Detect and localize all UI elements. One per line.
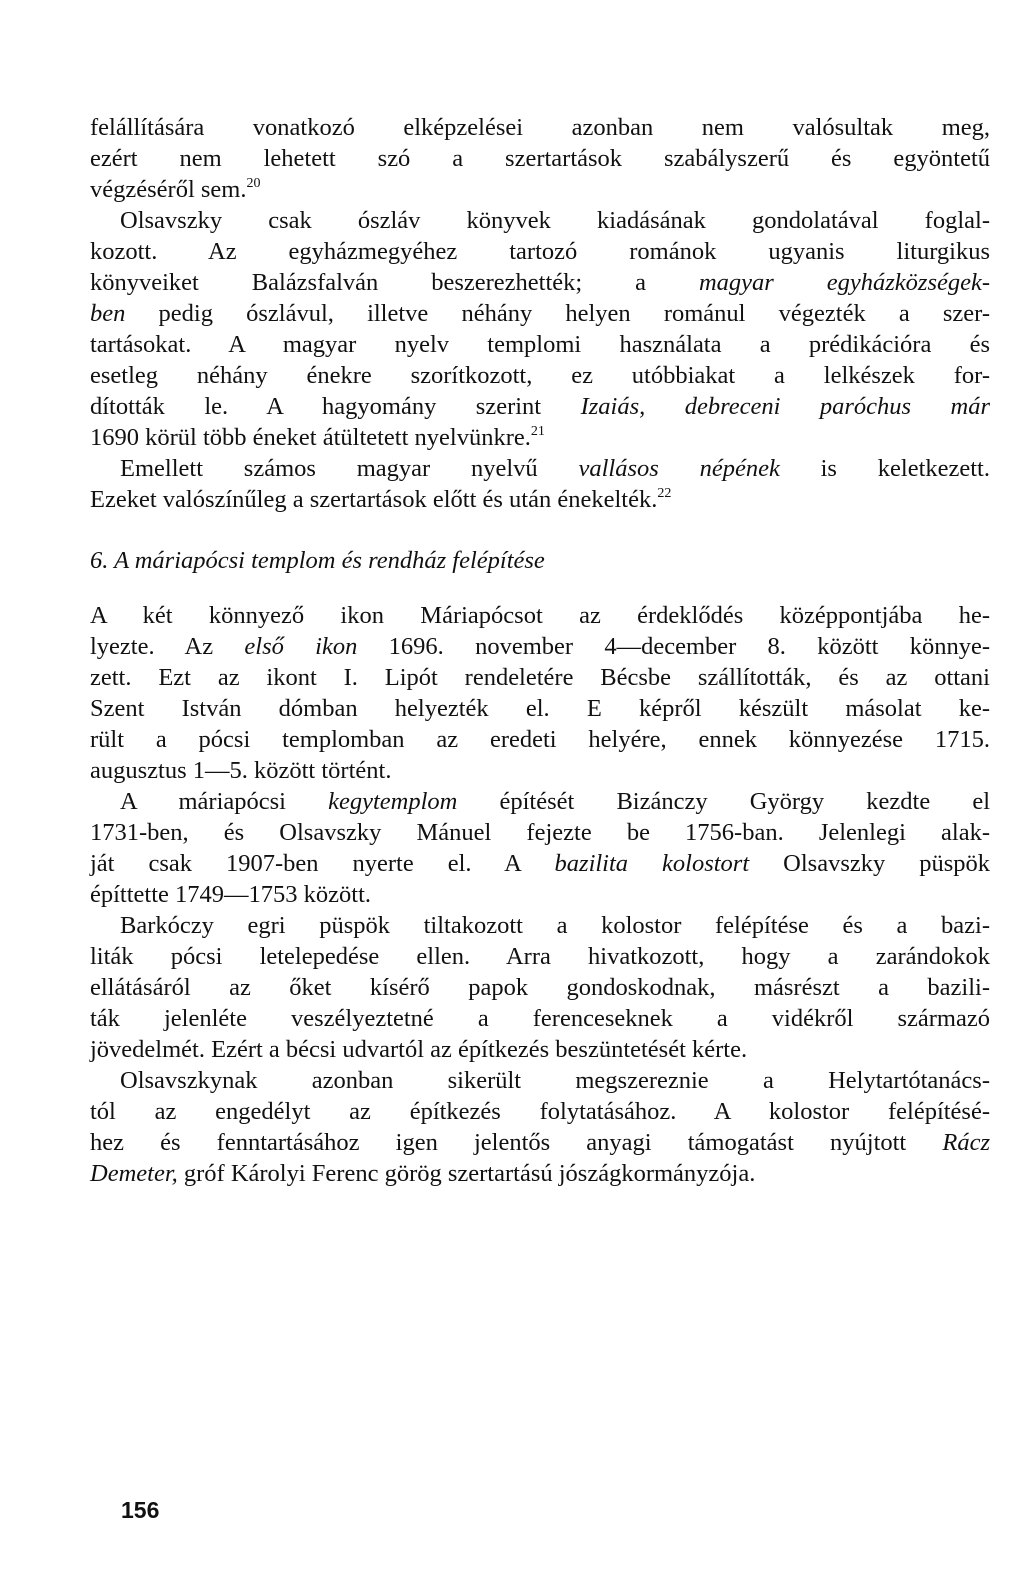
text-span: is keletkezett. [820, 455, 990, 482]
text-line: esetleg néhány énekre szorítkozott, ez utóbbiakat a lelkészek for- [90, 362, 990, 389]
section-heading [90, 545, 990, 576]
italic-span: vallásos népének [578, 455, 780, 482]
italic-span: már [950, 393, 991, 420]
text-line: ezért nem lehetett szó a szertartások szabályszerű és egyöntetű [90, 145, 990, 172]
text-line: tartásokat. A magyar nyelv templomi használata a prédikációra és [90, 331, 990, 358]
text-line [90, 422, 990, 453]
italic-span: Izaiás, debreceni paróchus [580, 393, 912, 420]
text-span: hez és fenntartásához igen jelentős anyagi támogatást nyújtott [90, 1129, 907, 1156]
text-line: 1731-ben, és Olsavszky Mánuel fejezte be 1756-ban. Jelenlegi alak- [90, 819, 990, 846]
italic-span: ben [90, 300, 126, 327]
paragraph-3 [90, 453, 990, 515]
text-line: A két könnyező ikon Máriapócsot az érdeklődés középpontjába he- [90, 602, 990, 629]
footnote-ref-21: 21 [530, 424, 545, 439]
text-line [90, 391, 990, 422]
text-span: ját csak 1907-ben nyerte el. A [90, 850, 521, 877]
text-line [90, 174, 990, 205]
text-span: 1690 körül több éneket átültetett nyelvünkre. [90, 424, 531, 451]
text-span: lyezte. Az [90, 633, 214, 660]
page-number: 156 [121, 1497, 160, 1523]
italic-span: Rácz [942, 1129, 991, 1156]
text-line: Olsavszkynak azonban sikerült megszereznie a Helytartótanács- [120, 1067, 990, 1094]
section-number: 6. [90, 547, 109, 574]
text-line [90, 631, 990, 662]
text-line [90, 786, 990, 817]
text-line: jövedelmét. Ezért a bécsi udvartól az építkezés beszüntetését kérte. [90, 1036, 748, 1063]
text-line: felállítására vonatkozó elképzelései azonban nem valósultak meg, [90, 114, 990, 141]
text-line: Szent István dómban helyezték el. E képről készült másolat ke- [90, 695, 990, 722]
text-line [90, 848, 990, 879]
text-span: gróf Károlyi Ferenc görög szertartású jószágkormányzója. [183, 1160, 756, 1187]
text-span: Ezeket valószínűleg a szertartások előtt és után énekelték. [90, 486, 658, 513]
text-line [90, 453, 990, 484]
text-span: 1696. november 4—december 8. között könnye- [388, 633, 991, 660]
text-line: augusztus 1—5. között történt. [90, 757, 392, 784]
italic-span: bazilita kolostort [554, 850, 750, 877]
text-span: Emellett számos magyar nyelvű [120, 455, 538, 482]
text-span: könyveiket Balázsfalván beszerezhették; a [90, 269, 647, 296]
text-line [90, 484, 990, 515]
text-line [90, 1158, 990, 1189]
text-line: Olsavszky csak ószláv könyvek kiadásának gondolatával foglal- [120, 207, 990, 234]
text-line [90, 1127, 990, 1158]
paragraph-6 [90, 910, 990, 1065]
section-title: A máriapócsi templom és rendház felépítése [114, 547, 545, 574]
text-span: pedig ószlávul, illetve néhány helyen románul végezték a szer- [158, 300, 991, 327]
text-line: Barkóczy egri püspök tiltakozott a kolostor felépítése és a bazi- [120, 912, 990, 939]
text-line: rült a pócsi templomban az eredeti helyére, ennek könnyezése 1715. [90, 726, 990, 753]
text-span: végzéséről sem. [90, 176, 247, 203]
text-line: zett. Ezt az ikont I. Lipót rendeletére Bécsbe szállították, és az ottani [90, 664, 990, 691]
text-line: ellátásáról az őket kísérő papok gondoskodnak, másrészt a bazili- [90, 974, 990, 1001]
text-line: ták jelenléte veszélyeztetné a ferenceseknek a vidékről származó [90, 1005, 990, 1032]
text-line: kozott. Az egyházmegyéhez tartozó románok ugyanis liturgikus [90, 238, 990, 265]
text-line: tól az engedélyt az építkezés folytatásához. A kolostor felépítésé- [90, 1098, 990, 1125]
text-span: Olsavszky püspök [783, 850, 990, 877]
text-span: A máriapócsi [120, 788, 286, 815]
italic-span: magyar egyházközségek- [698, 269, 991, 296]
paragraph-5 [90, 786, 990, 910]
paragraph-2 [90, 205, 990, 453]
text-span: építését Bizánczy György kezdte el [499, 788, 991, 815]
italic-span: első ikon [244, 633, 358, 660]
text-line: liták pócsi letelepedése ellen. Arra hivatkozott, hogy a zarándokok [90, 943, 990, 970]
paragraph-7 [90, 1065, 990, 1189]
text-span: dították le. A hagyomány szerint [90, 393, 542, 420]
italic-span: kegytemplom [328, 788, 458, 815]
footnote-ref-20: 20 [246, 176, 261, 191]
italic-span: Demeter, [90, 1160, 178, 1187]
footnote-ref-22: 22 [657, 486, 672, 501]
text-line [90, 298, 990, 329]
paragraph-4 [90, 600, 990, 786]
text-line: építtette 1749—1753 között. [90, 881, 372, 908]
paragraph-1 [90, 112, 990, 205]
text-line [90, 267, 990, 298]
page-body [90, 112, 990, 1189]
